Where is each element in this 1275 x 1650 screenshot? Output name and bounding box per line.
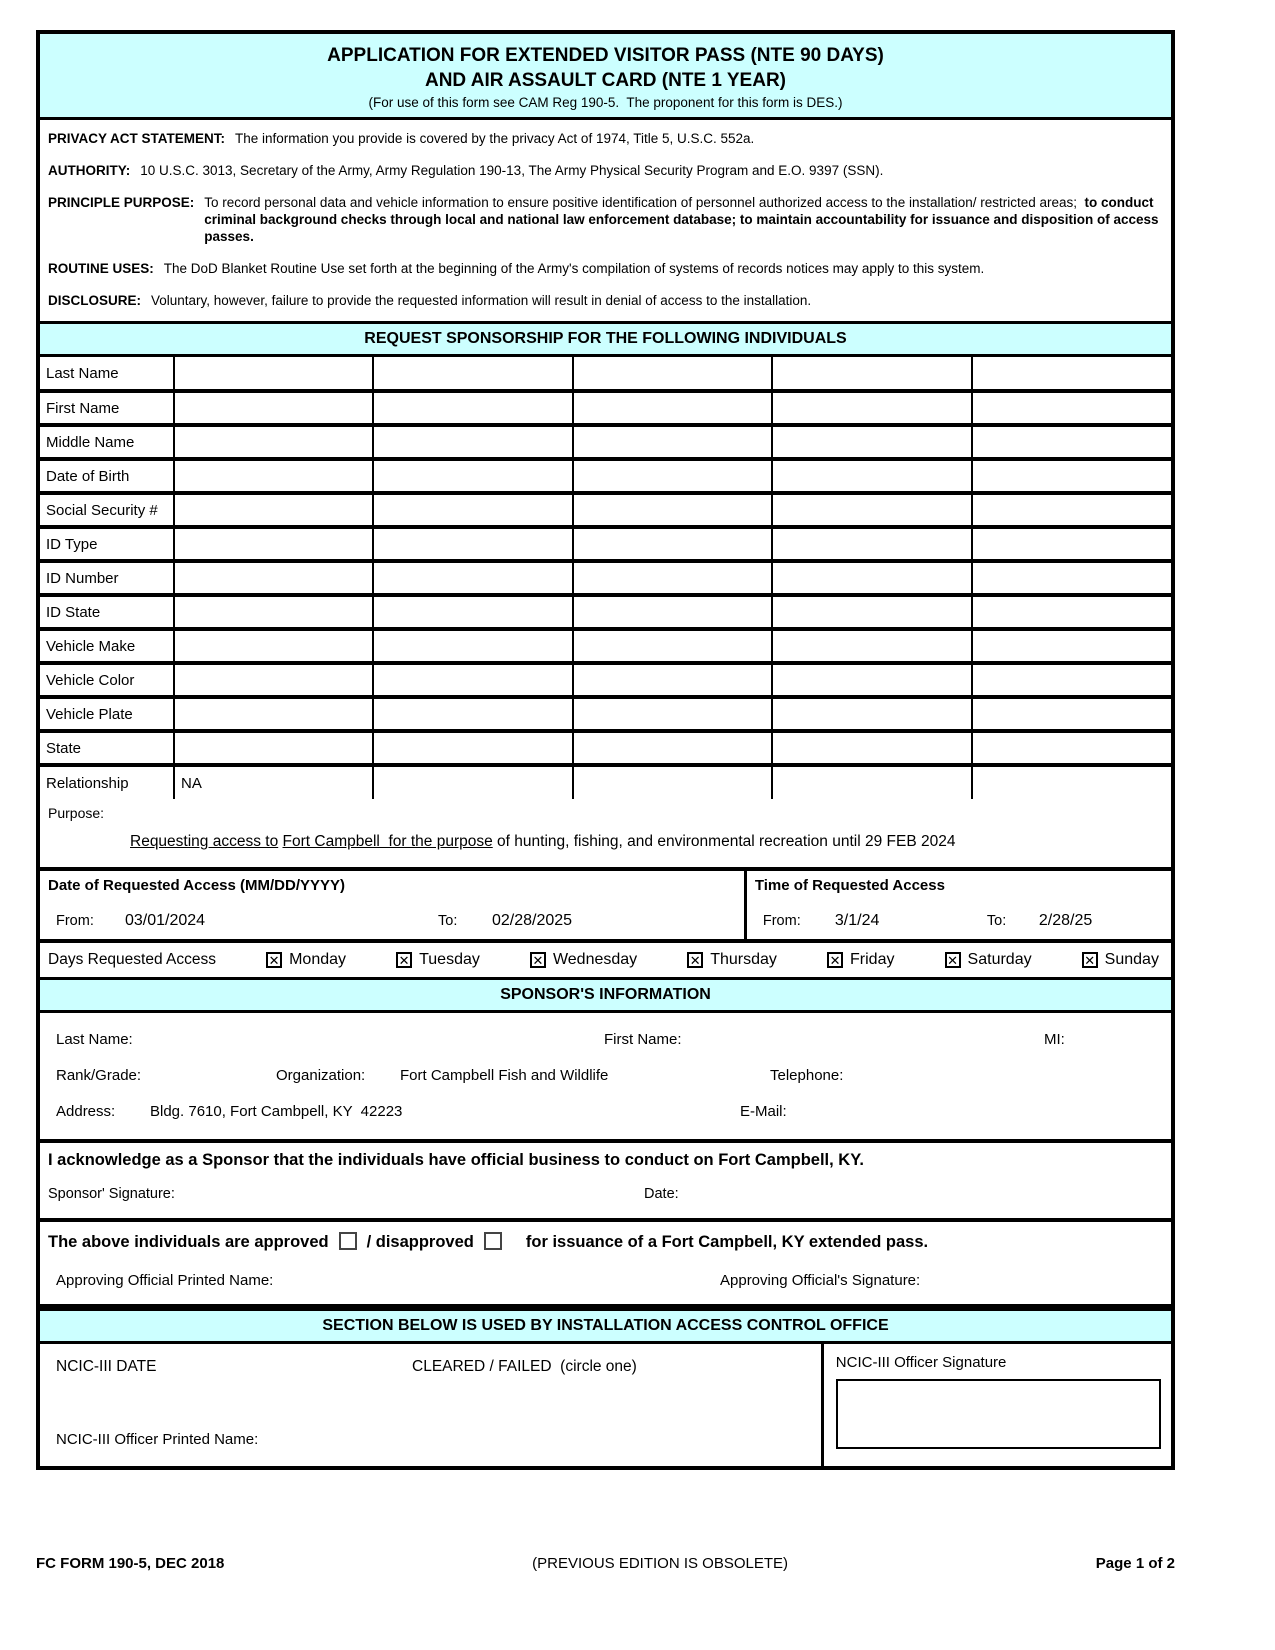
table-cell[interactable]	[373, 731, 572, 765]
table-cell[interactable]	[373, 663, 572, 697]
table-cell[interactable]	[972, 493, 1171, 527]
privacy-act-statement	[48, 130, 1163, 147]
sponsor-info-block	[40, 1013, 1171, 1143]
day-checkbox-thursday[interactable]	[687, 951, 777, 969]
table-cell[interactable]	[174, 493, 373, 527]
table-cell[interactable]	[373, 765, 572, 799]
sponsor-signature-label: Sponsor' Signature:	[48, 1186, 175, 1202]
access-control-section-header: SECTION BELOW IS USED BY INSTALLATION ACCESS CONTROL OFFICE	[40, 1308, 1171, 1344]
statement-label: AUTHORITY:	[48, 163, 131, 178]
sponsor-rank-grade-label: Rank/Grade:	[56, 1067, 142, 1084]
day-label: Sunday	[1104, 951, 1159, 968]
statement-label: ROUTINE USES:	[48, 261, 154, 276]
table-row	[40, 391, 1171, 425]
row-label: Date of Birth	[40, 459, 174, 493]
table-cell[interactable]	[972, 527, 1171, 561]
table-cell[interactable]	[772, 765, 971, 799]
approving-official-name-label: Approving Official Printed Name:	[56, 1272, 274, 1289]
table-row	[40, 357, 1171, 391]
table-cell[interactable]	[373, 561, 572, 595]
table-row	[40, 731, 1171, 765]
table-row	[40, 663, 1171, 697]
table-cell[interactable]	[174, 697, 373, 731]
table-row	[40, 595, 1171, 629]
table-cell[interactable]	[174, 357, 373, 391]
statement-text: The information you provide is covered by the privacy Act of 1974, Title 5, U.S.C. 552a.	[235, 131, 755, 146]
sponsorship-table	[40, 357, 1171, 799]
sponsor-section-header: SPONSOR'S INFORMATION	[40, 977, 1171, 1013]
days-requested-row	[40, 943, 1171, 977]
circle-one-text: (circle one)	[560, 1358, 637, 1375]
table-cell[interactable]	[174, 731, 373, 765]
table-cell[interactable]	[772, 527, 971, 561]
form-title-line2: AND AIR ASSAULT CARD (NTE 1 YEAR)	[424, 70, 786, 91]
sponsor-organization-label: Organization:	[276, 1067, 366, 1084]
table-cell[interactable]	[174, 459, 373, 493]
purpose-text[interactable]	[48, 833, 1163, 851]
statement-text: 10 U.S.C. 3013, Secretary of the Army, Army Regulation 190-13, The Army Physical Security Program and E.O. 9397 (SSN).	[140, 163, 884, 178]
table-cell[interactable]	[174, 629, 373, 663]
sponsor-address-value[interactable]: Bldg. 7610, Fort Cambpell, KY 42223	[150, 1103, 403, 1120]
routine-uses-statement	[48, 260, 1163, 277]
date-of-requested-access-cell	[40, 871, 747, 939]
table-cell[interactable]	[573, 697, 772, 731]
table-cell[interactable]	[373, 391, 572, 425]
table-cell[interactable]	[972, 459, 1171, 493]
sponsor-first-name-label: First Name:	[604, 1031, 682, 1048]
table-cell[interactable]	[972, 595, 1171, 629]
checked-checkbox-icon: ✕	[687, 952, 703, 968]
row-label: Social Security #	[40, 493, 174, 527]
time-from-value[interactable]: 3/1/24	[834, 912, 880, 929]
table-cell[interactable]	[772, 459, 971, 493]
sponsor-organization-value[interactable]: Fort Campbell Fish and Wildlife	[400, 1067, 609, 1084]
row-label: Vehicle Plate	[40, 697, 174, 731]
ncic-left-cell	[40, 1344, 824, 1466]
day-checkbox-tuesday[interactable]	[396, 951, 480, 969]
table-cell[interactable]	[772, 493, 971, 527]
purpose-label: Purpose:	[48, 805, 105, 821]
table-cell[interactable]	[972, 629, 1171, 663]
sponsor-address-row	[40, 1095, 1171, 1131]
acknowledgement-block	[40, 1143, 1171, 1222]
date-from-value[interactable]: 03/01/2024	[125, 912, 206, 929]
title-block	[40, 34, 1171, 120]
checked-checkbox-icon: ✕	[945, 952, 961, 968]
purpose-block	[40, 799, 1171, 871]
statement-text: Voluntary, however, failure to provide the requested information will result in denial of access to the installation.	[151, 293, 812, 308]
table-cell[interactable]	[573, 663, 772, 697]
table-cell[interactable]	[772, 663, 971, 697]
table-cell[interactable]	[573, 765, 772, 799]
days-requested-label: Days Requested Access	[48, 951, 217, 968]
day-label: Wednesday	[552, 951, 638, 968]
date-from-label: From:	[56, 913, 94, 929]
table-cell[interactable]	[972, 561, 1171, 595]
principle-purpose-statement	[48, 194, 1163, 245]
sponsor-mi-label: MI:	[1044, 1031, 1065, 1048]
approval-after-text: for issuance of a Fort Campbell, KY extended pass.	[525, 1233, 929, 1251]
table-cell[interactable]	[972, 391, 1171, 425]
table-cell[interactable]	[972, 731, 1171, 765]
approving-official-signature-label: Approving Official's Signature:	[720, 1272, 921, 1289]
table-cell[interactable]	[573, 493, 772, 527]
footer-previous-edition: (PREVIOUS EDITION IS OBSOLETE)	[532, 1555, 789, 1572]
day-checkbox-saturday[interactable]	[945, 951, 1032, 969]
day-checkbox-wednesday[interactable]	[530, 951, 637, 969]
row-label: Last Name	[40, 357, 174, 391]
time-to-label: To:	[986, 913, 1007, 929]
table-cell[interactable]	[972, 357, 1171, 391]
date-to-value[interactable]: 02/28/2025	[492, 912, 573, 929]
purpose-underlined-1: Requesting access to	[130, 833, 279, 850]
table-row	[40, 697, 1171, 731]
table-cell[interactable]	[174, 595, 373, 629]
ncic-officer-signature-label: NCIC-III Officer Signature	[835, 1354, 1007, 1371]
checked-checkbox-icon: ✕	[1082, 952, 1098, 968]
day-label: Tuesday	[419, 951, 480, 968]
table-cell[interactable]	[373, 425, 572, 459]
day-label: Thursday	[710, 951, 777, 968]
statement-label: PRINCIPLE PURPOSE:	[48, 195, 195, 210]
page-footer	[36, 1555, 1175, 1572]
row-label: ID Type	[40, 527, 174, 561]
ncic-cleared-failed[interactable]	[412, 1358, 637, 1376]
purpose-rest: of hunting, fishing, and environmental recreation until 29 FEB 2024	[497, 833, 956, 850]
table-cell[interactable]	[373, 527, 572, 561]
sponsor-email-label: E-Mail:	[740, 1103, 787, 1120]
day-label: Monday	[289, 951, 347, 968]
table-cell[interactable]	[373, 493, 572, 527]
table-cell[interactable]	[772, 425, 971, 459]
table-cell[interactable]	[772, 697, 971, 731]
fc-form-190-5	[36, 30, 1175, 1470]
table-row	[40, 765, 1171, 799]
table-cell[interactable]: NA	[174, 765, 373, 799]
form-title-line1: APPLICATION FOR EXTENDED VISITOR PASS (NTE 90 DAYS)	[327, 45, 884, 66]
table-row	[40, 561, 1171, 595]
disapproved-text: / disapproved	[366, 1233, 474, 1251]
table-row	[40, 459, 1171, 493]
acknowledgement-text: I acknowledge as a Sponsor that the individuals have official business to conduct on Fort Campbell, KY.	[48, 1151, 864, 1169]
date-access-header: Date of Requested Access (MM/DD/YYYY)	[48, 877, 346, 894]
table-cell[interactable]	[373, 357, 572, 391]
table-cell[interactable]	[573, 527, 772, 561]
ncic-officer-name-label: NCIC-III Officer Printed Name:	[56, 1431, 259, 1448]
approved-text: The above individuals are approved	[48, 1233, 329, 1251]
table-cell[interactable]	[573, 357, 772, 391]
checked-checkbox-icon: ✕	[530, 952, 546, 968]
row-label: First Name	[40, 391, 174, 425]
day-checkbox-friday[interactable]	[827, 951, 894, 969]
row-label: Vehicle Make	[40, 629, 174, 663]
time-from-label: From:	[762, 913, 801, 929]
row-label: ID Number	[40, 561, 174, 595]
row-label: Middle Name	[40, 425, 174, 459]
checked-checkbox-icon: ✕	[827, 952, 843, 968]
ncic-officer-signature-box[interactable]	[836, 1379, 1161, 1449]
day-checkbox-monday[interactable]	[266, 951, 346, 969]
sponsorship-table-body	[40, 357, 1171, 799]
acknowledgement-date-label: Date:	[644, 1186, 679, 1202]
table-cell[interactable]	[373, 629, 572, 663]
table-cell[interactable]	[772, 391, 971, 425]
checked-checkbox-icon: ✕	[396, 952, 412, 968]
row-label: Vehicle Color	[40, 663, 174, 697]
requested-access-row	[40, 871, 1171, 943]
table-cell[interactable]	[573, 391, 772, 425]
privacy-act-block	[40, 120, 1171, 321]
form-subtitle: (For use of this form see CAM Reg 190-5. The proponent for this form is DES.)	[368, 95, 843, 110]
sponsor-org-row	[40, 1059, 1171, 1095]
table-cell[interactable]	[972, 425, 1171, 459]
ncic-date-label: NCIC-III DATE	[56, 1358, 157, 1375]
row-label: ID State	[40, 595, 174, 629]
table-cell[interactable]	[573, 731, 772, 765]
sponsor-address-label: Address:	[56, 1103, 116, 1120]
row-label: Relationship	[40, 765, 174, 799]
approval-block	[40, 1222, 1171, 1308]
statement-text-normal: To record personal data and vehicle information to ensure positive identification of personnel authorized access to the installation/ restricted areas;	[204, 195, 1085, 210]
day-label: Friday	[850, 951, 895, 968]
purpose-underlined-2: Fort Campbell for the purpose	[282, 833, 493, 850]
table-row	[40, 425, 1171, 459]
table-cell[interactable]	[772, 561, 971, 595]
sponsor-name-row	[40, 1023, 1171, 1059]
table-cell[interactable]	[174, 425, 373, 459]
sponsor-last-name-label: Last Name:	[56, 1031, 133, 1048]
table-row	[40, 527, 1171, 561]
day-checkbox-sunday[interactable]	[1082, 951, 1159, 969]
table-cell[interactable]	[772, 731, 971, 765]
time-of-requested-access-cell	[747, 871, 1171, 939]
disapproved-checkbox[interactable]	[484, 1232, 502, 1250]
table-cell[interactable]	[573, 629, 772, 663]
table-cell[interactable]	[972, 765, 1171, 799]
sponsor-telephone-label: Telephone:	[770, 1067, 844, 1084]
table-row	[40, 629, 1171, 663]
ncic-block	[40, 1344, 1171, 1466]
day-label: Saturday	[967, 951, 1032, 968]
authority-statement	[48, 162, 1163, 179]
table-cell[interactable]	[972, 697, 1171, 731]
time-access-header: Time of Requested Access	[754, 877, 945, 894]
table-cell[interactable]	[573, 595, 772, 629]
acknowledgement-signature-row	[48, 1170, 1163, 1212]
row-label: State	[40, 731, 174, 765]
table-cell[interactable]	[573, 425, 772, 459]
sponsorship-section-header: REQUEST SPONSORSHIP FOR THE FOLLOWING INDIVIDUALS	[40, 321, 1171, 357]
time-to-value[interactable]: 2/28/25	[1038, 912, 1093, 929]
statement-text-bold: to conduct criminal background checks through local and national law enforcement database; to maintain accountability for issuance and disposition of access passes.	[204, 195, 1163, 244]
approved-checkbox[interactable]	[339, 1232, 357, 1250]
table-cell[interactable]	[373, 697, 572, 731]
statement-label: PRIVACY ACT STATEMENT:	[48, 131, 226, 146]
table-row	[40, 493, 1171, 527]
statement-text	[204, 194, 1163, 245]
table-cell[interactable]	[573, 459, 772, 493]
date-to-label: To:	[438, 913, 458, 929]
table-cell[interactable]	[174, 527, 373, 561]
table-cell[interactable]	[174, 391, 373, 425]
checked-checkbox-icon: ✕	[266, 952, 282, 968]
statement-text: The DoD Blanket Routine Use set forth at the beginning of the Army's compilation of systems of records notices may apply to this system.	[163, 261, 985, 276]
approval-line	[48, 1232, 1163, 1252]
footer-form-number: FC FORM 190-5, DEC 2018	[36, 1555, 225, 1572]
footer-page-number: Page 1 of 2	[1095, 1555, 1175, 1572]
table-cell[interactable]	[373, 459, 572, 493]
ncic-right-cell	[824, 1344, 1171, 1466]
table-cell[interactable]	[373, 595, 572, 629]
table-cell[interactable]	[573, 561, 772, 595]
statement-label: DISCLOSURE:	[48, 293, 142, 308]
approval-signature-row	[48, 1252, 1163, 1298]
table-cell[interactable]	[772, 357, 971, 391]
table-cell[interactable]	[772, 629, 971, 663]
disclosure-statement	[48, 292, 1163, 309]
table-cell[interactable]	[772, 595, 971, 629]
cleared-failed-text: CLEARED / FAILED	[412, 1358, 552, 1375]
table-cell[interactable]	[972, 663, 1171, 697]
table-cell[interactable]	[174, 561, 373, 595]
table-cell[interactable]	[174, 663, 373, 697]
